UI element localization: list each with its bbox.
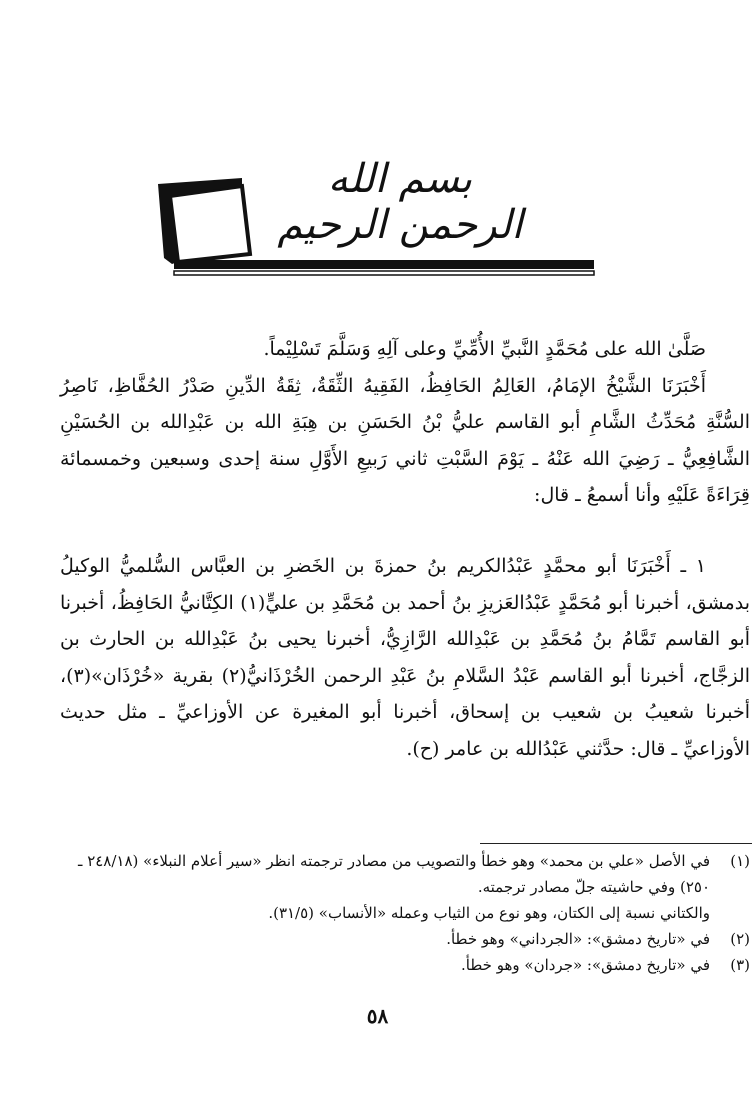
- intro-text: [60, 331, 750, 514]
- footnotes: [60, 848, 750, 978]
- footnote-text: والكتاني نسبة إلى الكتان، وهو نوع من الثياب وعمله «الأنساب» (٣١/٥).: [268, 904, 710, 922]
- footnote-number: (١): [730, 852, 750, 870]
- header-ornament: [150, 148, 600, 288]
- footnote-2: [60, 926, 750, 952]
- footnote-text: في «تاريخ دمشق»: «جردان» وهو خطأ.: [461, 956, 710, 974]
- basmala-calligraphy: بسم الله الرحمن الرحيم: [277, 156, 523, 248]
- hadith-1-text: ١ ـ أَخْبَرَنَا أبو محمَّدٍ عَبْدُالكريم بنُ حمزةَ بن الخَضرِ بن العبَّاس السُّلميُّ الوكيلُ بدمشق، أخبرنا أبو مُحَمَّدٍ عَبْدُالعَزيزِ بنُ أحمد بن مُحَمَّدِ بن عليٍّ(١) الكِتَّانيُّ الحَافِظُ، أخبرنا أبو القاسم تَمَّامُ بنُ مُحَمَّدِ بن عَبْدِالله الرَّازِيُّ، أخبرنا يحيى بنُ عَبْدِالله بن الحارث بن الزجَّاج، أخبرنا أبو القاسم عَبْدُ السَّلامِ بنُ عَبْدِ الرحمن الخُرْذَانيُّ(٢) بقرية «خُرْذَان»(٣)، أخبرنا شعيبُ بن شعيب بن إسحاق، أخبرنا أبو المغيرة عن الأوزاعيِّ ـ مثل حديث الأوزاعيِّ ـ قال: حدَّثني عَبْدُالله بن عامر (ح).: [60, 555, 750, 760]
- page-number: ٥٨: [366, 1004, 389, 1028]
- footnote-1: [60, 848, 750, 900]
- footnote-3: [60, 952, 750, 978]
- footnote-divider: [480, 843, 752, 844]
- footnote-text: في الأصل «علي بن محمد» وهو خطأ والتصويب من مصادر ترجمته انظر «سير أعلام النبلاء» (٢٤٨/١٨ ـ ٢٥٠) وفي حاشيته جلّ مصادر ترجمته.: [78, 852, 710, 896]
- footnote-number: (٣): [730, 956, 750, 974]
- footnote-1-continued: [60, 900, 750, 926]
- hadith-1: [60, 548, 750, 767]
- footnote-number: (٢): [730, 930, 750, 948]
- footnote-text: في «تاريخ دمشق»: «الجرداني» وهو خطأ.: [446, 930, 710, 948]
- intro-isnad: أَخْبَرَنَا الشَّيْخُ الإمَامُ، العَالِمُ الحَافِظُ، الفَقِيهُ الثِّقَةُ، ثِقَةُ الدِّينِ صَدْرُ الحُفَّاظِ، نَاصِرُ السُّنَّةِ مُحَدِّثُ الشَّامِ أبو القاسم عليُّ بْنُ الحَسَنِ بن هِبَةِ الله بن عَبْدِالله بن الحُسَيْنِ الشَّافِعِيُّ ـ رَضِيَ الله عَنْهُ ـ يَوْمَ السَّبْتِ ثاني رَبيعِ الأَوَّلِ سنة إحدى وسبعين وخمسمائة قِرَاءَةً عَلَيْهِ وأنا أسمعُ ـ قال:: [60, 374, 750, 506]
- intro-salutation: صَلَّىٰ الله على مُحَمَّدٍ النَّبيِّ الأُمِّيِّ وعلى آلِهِ وَسَلَّمَ تَسْلِيْماً.: [263, 338, 706, 360]
